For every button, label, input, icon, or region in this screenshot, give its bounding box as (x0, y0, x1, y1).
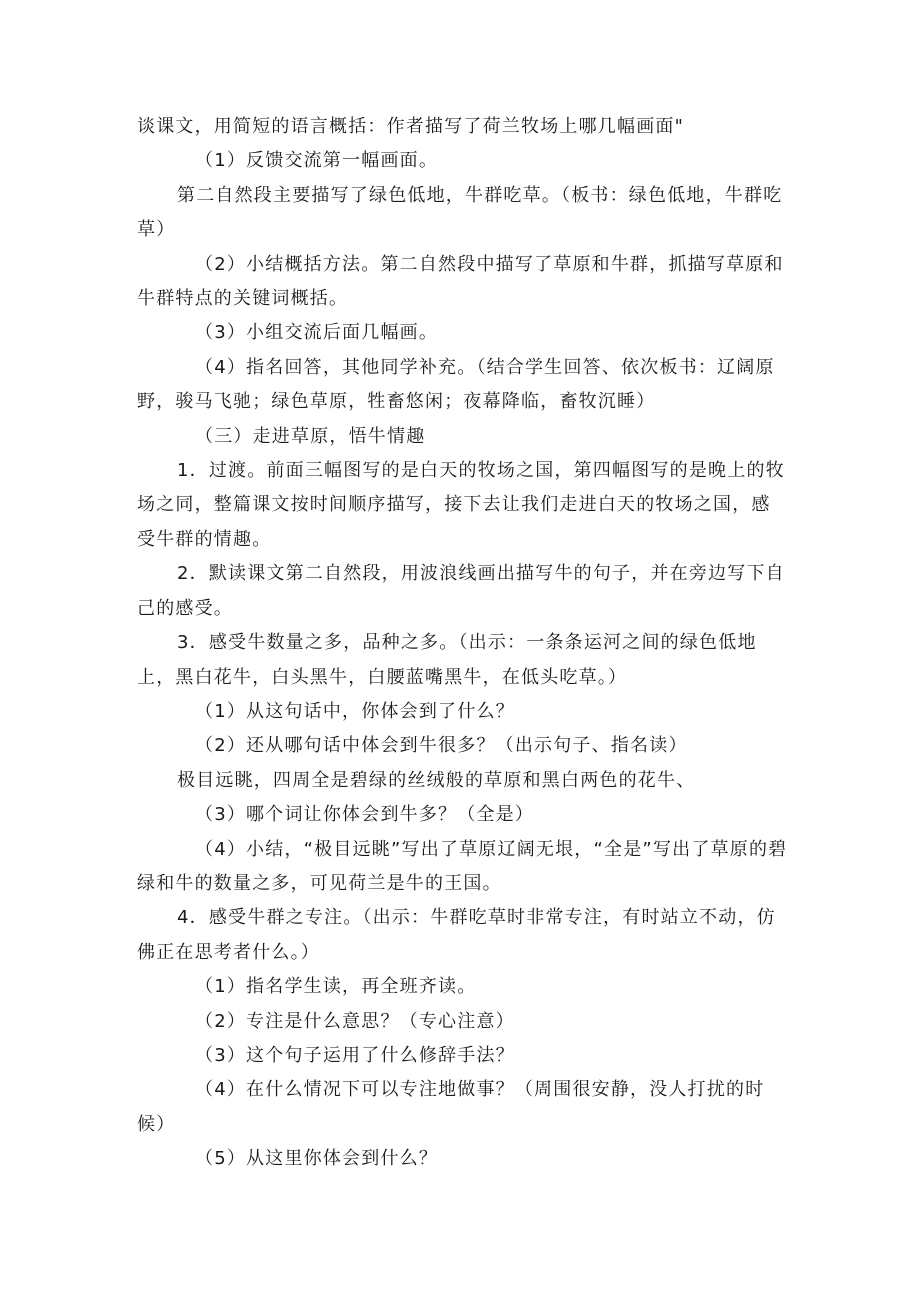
paragraph: 2．默读课文第二自然段，用波浪线画出描写牛的句子，并在旁边写下自己的感受。 (137, 563, 785, 619)
paragraph: （2）专注是什么意思？（专心注意） (195, 1010, 515, 1032)
paragraph: （4）在什么情况下可以专注地做事？（周围很安静，没人打扰的时候） (137, 1079, 765, 1135)
paragraph: （4）小结，“极目远眺”写出了草原辽阔无垠，“全是”写出了草原的碧绿和牛的数量之多，可见荷兰是牛的王国。 (137, 838, 788, 894)
paragraph: （4）指名回答，其他同学补充。（结合学生回答、依次板书：辽阔原野，骏马飞驰；绿色草原，牲畜悠闲；夜幕降临，畜牧沉睡） (137, 356, 775, 413)
paragraph: （1）指名学生读，再全班齐读。 (195, 976, 477, 998)
section-heading: （三）走进草原，悟牛情趣 (195, 425, 426, 447)
paragraph: 第二自然段主要描写了绿色低地，牛群吃草。（板书：绿色低地，牛群吃草） (137, 184, 783, 241)
paragraph: （2）小结概括方法。第二自然段中描写了草原和牛群，抓描写草原和牛群特点的关键词概括。 (137, 253, 784, 310)
document-body (137, 110, 789, 1177)
paragraph: 3．感受牛数量之多，品种之多。（出示：一条条运河之间的绿色低地上，黑白花牛，白头黑牛，白腰蓝嘴黑牛，在低头吃草。） (137, 632, 757, 688)
paragraph: （3）小组交流后面几幅画。 (195, 322, 439, 344)
paragraph: （2）还从哪句话中体会到牛很多？（出示句子、指名读） (195, 735, 688, 757)
paragraph: 4．感受牛群之专注。（出示：牛群吃草时非常专注，有时站立不动，仿佛正在思考者什么。） (137, 907, 776, 963)
paragraph: （3）哪个词让你体会到牛多？（全是） (195, 804, 535, 826)
paragraph: 极目远眺，四周全是碧绿的丝绒般的草原和黑白两色的花牛、 (177, 769, 696, 791)
paragraph: 1．过渡。前面三幅图写的是白天的牧场之国，第四幅图写的是晚上的牧场之同，整篇课文按时间顺序描写，接下去让我们走进白天的牧场之国，感受牛群的情趣。 (137, 460, 785, 550)
paragraph: （3）这个句子运用了什么修辞手法？ (195, 1044, 515, 1066)
paragraph: 谈课文，用简短的语言概括：作者描写了荷兰牧场上哪几幅画面" (137, 116, 685, 137)
paragraph: （1）反馈交流第一幅画面。 (195, 150, 439, 172)
paragraph: （1）从这句话中，你体会到了什么？ (195, 700, 515, 722)
paragraph: （5）从这里你体会到什么？ (195, 1148, 439, 1170)
